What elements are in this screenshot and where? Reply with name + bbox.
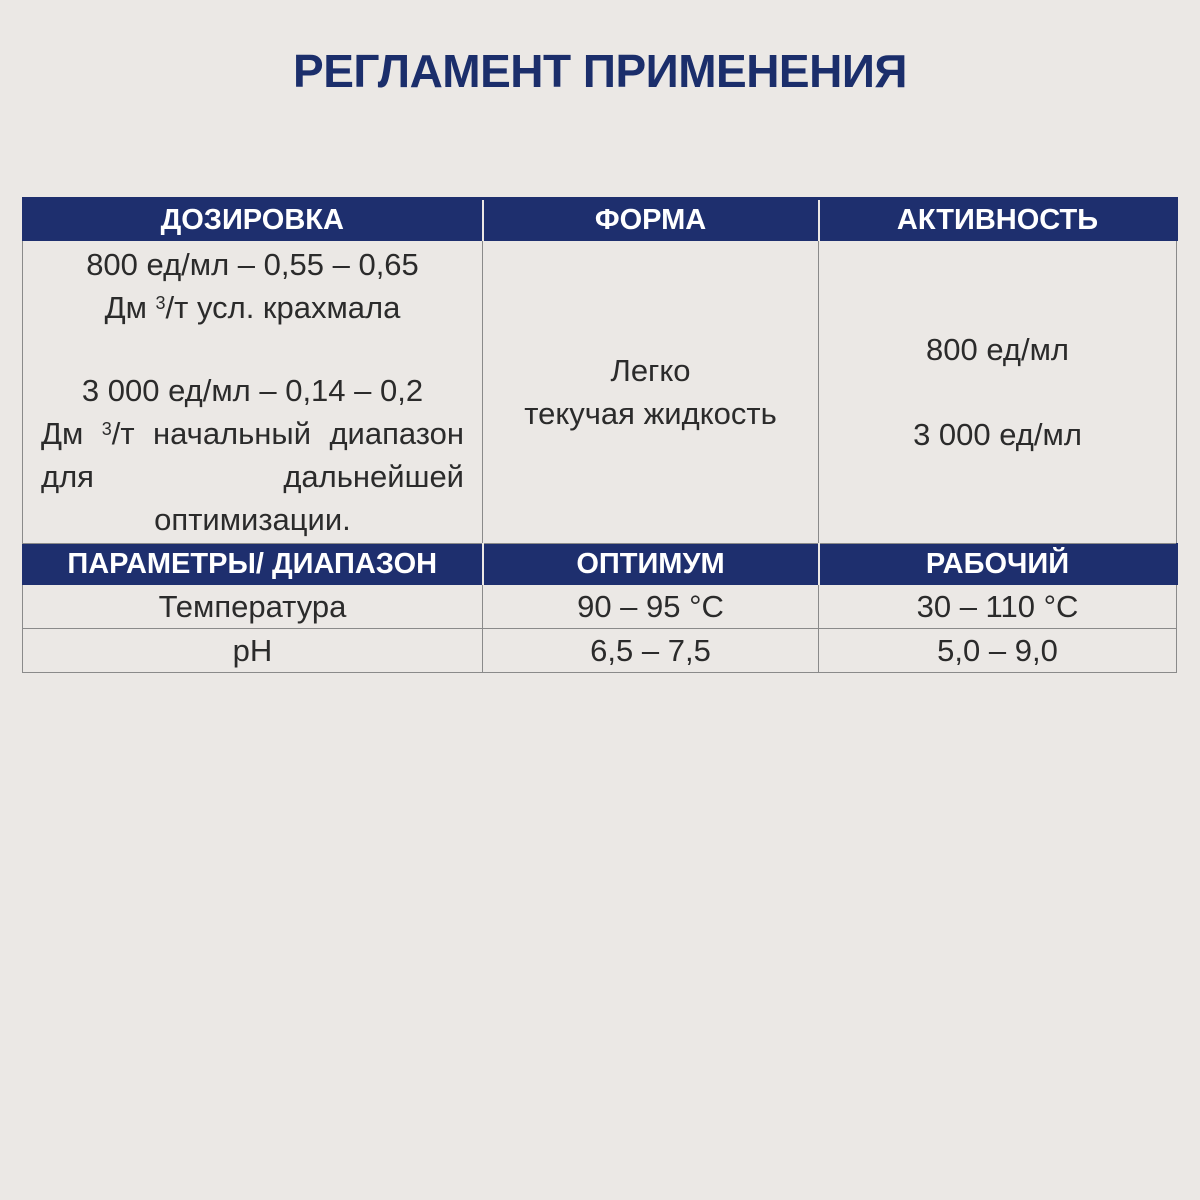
table-row: [23, 241, 1177, 544]
dosage-line: 3 000 ед/мл – 0,14 – 0,2: [81, 373, 424, 408]
regulation-table: [22, 197, 1178, 673]
dosage-line: Дм $^3$/т усл. крахмала: [104, 290, 401, 325]
activity-cell: [819, 241, 1177, 544]
header-working: РАБОЧИЙ: [819, 544, 1177, 585]
header-optimum: ОПТИМУМ: [483, 544, 819, 585]
header-params: ПАРАМЕТРЫ/ ДИАПАЗОН: [23, 544, 483, 585]
activity-line: 3 000 ед/мл: [913, 417, 1082, 452]
table-header-row: [23, 544, 1177, 585]
dosage-cell: [23, 241, 483, 544]
param-optimum: 6,5 – 7,5: [483, 629, 819, 673]
header-dosage: ДОЗИРОВКА: [23, 199, 483, 241]
param-name: pH: [23, 629, 483, 673]
param-name: Температура: [23, 585, 483, 629]
dosage-line: 800 ед/мл – 0,55 – 0,65: [86, 247, 419, 282]
param-optimum: 90 – 95 °C: [483, 585, 819, 629]
form-line: текучая жидкость: [524, 396, 777, 431]
activity-line: 800 ед/мл: [926, 332, 1069, 367]
page-title: РЕГЛАМЕНТ ПРИМЕНЕНИЯ: [293, 45, 907, 97]
table-header-row: [23, 199, 1177, 241]
header-form: ФОРМА: [483, 199, 819, 241]
header-activity: АКТИВНОСТЬ: [819, 199, 1177, 241]
param-working: 30 – 110 °C: [819, 585, 1177, 629]
table-row: [23, 585, 1177, 629]
form-line: Легко: [610, 353, 691, 388]
param-working: 5,0 – 9,0: [819, 629, 1177, 673]
table-row: [23, 629, 1177, 673]
form-cell: [483, 241, 819, 544]
dosage-paragraph: Дм $^3$/т начальный диапазон для дальнейшей оптимизации.: [41, 416, 464, 537]
